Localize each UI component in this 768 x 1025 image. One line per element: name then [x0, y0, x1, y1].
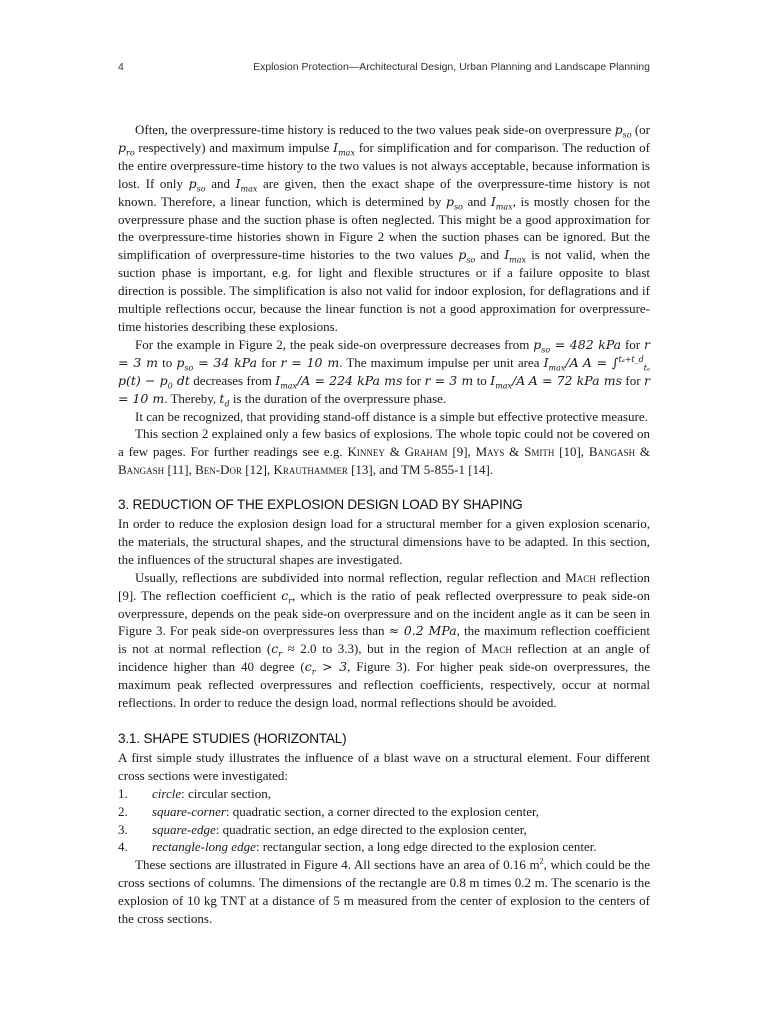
- list-item: 2. square-corner: quadratic section, a corner directed to the explosion center,: [118, 803, 540, 819]
- running-title: Explosion Protection—Architectural Design, Urban Planning and Landscape Planning: [253, 61, 650, 73]
- math-integral: A = ∫$^{t_a+t\_d}_{t_a}$ $p(t) - p_0$ dt: [118, 354, 650, 391]
- section-heading-3-1: 3.1. SHAPE STUDIES (HORIZONTAL): [118, 731, 347, 746]
- ref-ben-dor: Ben-Dor: [195, 462, 243, 478]
- ref-bangash: Bangash & Bangash: [118, 444, 650, 478]
- math-imax: $I_{max}$: [333, 139, 355, 158]
- section-heading-3: 3. REDUCTION OF THE EXPLOSION DESIGN LOAD BY SHAPING: [118, 497, 523, 513]
- paragraph-sections-figure4: These sections are illustrated in Figure 4. All sections have an area of 0.16 $m^2$, which could be the cross sections of columns. The dimensions of the rectangle are 0.8 m times 0.2 m. The scenario is the explosion of 10 kg TNT at a distance of 5 m measured from the center of explosion to the centers of the cross sections.: [118, 857, 650, 927]
- paragraph-standoff: It can be recognized, that providing stand-off distance is a simple but effective protective measure.: [135, 408, 648, 424]
- ref-kinney-graham: Kinney & Graham: [347, 444, 448, 460]
- math-pso: $p_{so}$: [614, 122, 632, 140]
- paragraph-overpressure-history: Often, the overpressure-time history is reduced to the two values peak side-on overpressure $p_{so}$ (or $p_{ro}$ respectively) and maximum impulse $I_{max}$ for simplification and for comparison. The reduction of the entire overpressure-time history to the two values is not always acceptable, because information is lost. If only $p_{so}$ and $I_{max}$ are given, then the exact shape of the overpressure-time history is not known. Therefore, a linear function, which is determined by $p_{so}$ and $I_{max}$, is mostly chosen for the overpressure phase and the suction phase is often neglected. This might be a good approximation for the overpressure-time histories shown in Figure 2 when the suction phases can be ignored. But the simplification of overpressure-time histories to the two values $p_{so}$ and $I_{max}$ is not valid, when the suction phase is important, e.g. for light and flexible structures or if a failure opposite to blast direction is possible. The simplification is also not valid for indoor explosion, for deflagrations and if multiple reflections occur, because the linear function is not a good approximation for overpressure-time histories describing these explosions.: [118, 122, 650, 334]
- list-item: 1. circle: circular section,: [118, 785, 272, 801]
- page-number: 4: [118, 61, 124, 73]
- ref-mays-smith: Mays & Smith: [475, 444, 555, 460]
- page-body: [118, 121, 650, 928]
- list-item: 4. rectangle-long edge: rectangular section, a long edge directed to the explosion center.: [118, 839, 597, 855]
- paragraph-reduce-design-load: In order to reduce the explosion design load for a structural member for a given explosion scenario, the materials, the structural shapes, and the structural dimensions have to be adapted. In this section, the influences of the structural shapes are investigated.: [118, 516, 650, 567]
- list-item: 3. square-edge: quadratic section, an edge directed to the explosion center,: [118, 821, 527, 837]
- math-pro: $p_{ro}$: [118, 139, 135, 158]
- paragraph-further-reading: This section 2 explained only a few basics of explosions. The whole topic could not be covered on a few pages. For further readings see e.g. Kinney & Graham [9], Mays & Smith [10], Bangash & Bangash [11], Ben-Dor [12], Krauthammer [13], and TM 5-855-1 [14].: [118, 426, 650, 478]
- paragraph-reflections: Usually, reflections are subdivided into normal reflection, regular reflection and Mach reflection [9]. The reflection coefficient $c_r$, which is the ratio of peak reflected overpressure to peak side-on overpressure, depends on the peak side-on overpressure and on the incident angle as it can be seen in Figure 3. For peak side-on overpressures less than ≈ 0.2 MPa, the maximum reflection coefficient is not at normal reflection ($c_r \approx 2.0$ to 3.3), but in the region of Mach reflection at an angle of incidence higher than 40 degree ($c_r > 3$, Figure 3). For higher peak side-on overpressures, the maximum peak reflected overpressures and reflection coefficients, respectively, occur at normal reflections. In order to reduce the design load, normal reflections should be avoided.: [118, 569, 650, 711]
- paragraph-shape-study-intro: A first simple study illustrates the influence of a blast wave on a structural element. Four different cross sections were investigated:: [118, 749, 650, 783]
- paragraph-figure2-example: For the example in Figure 2, the peak side-on overpressure decreases from $p_{so} = 482$ kPa for r = 3 m to $p_{so} = 34$ kPa for r = 10 m. The maximum impulse per unit area $I_{max}/A$ A = ∫$^{t_a+t\_d}_{t_a}$ $p(t) - p_0$ dt decreases from $I_{max}/A = 224$ kPa ms for r = 3 m to $I_{max}/A$ A = 72 kPa ms for r = 10 m. Thereby, $t_d$ is the duration of the overpressure phase.: [118, 336, 651, 409]
- math-cr: $c_r$: [281, 587, 293, 606]
- cross-section-list: [118, 785, 650, 857]
- ref-krauthammer: Krauthammer: [273, 462, 348, 478]
